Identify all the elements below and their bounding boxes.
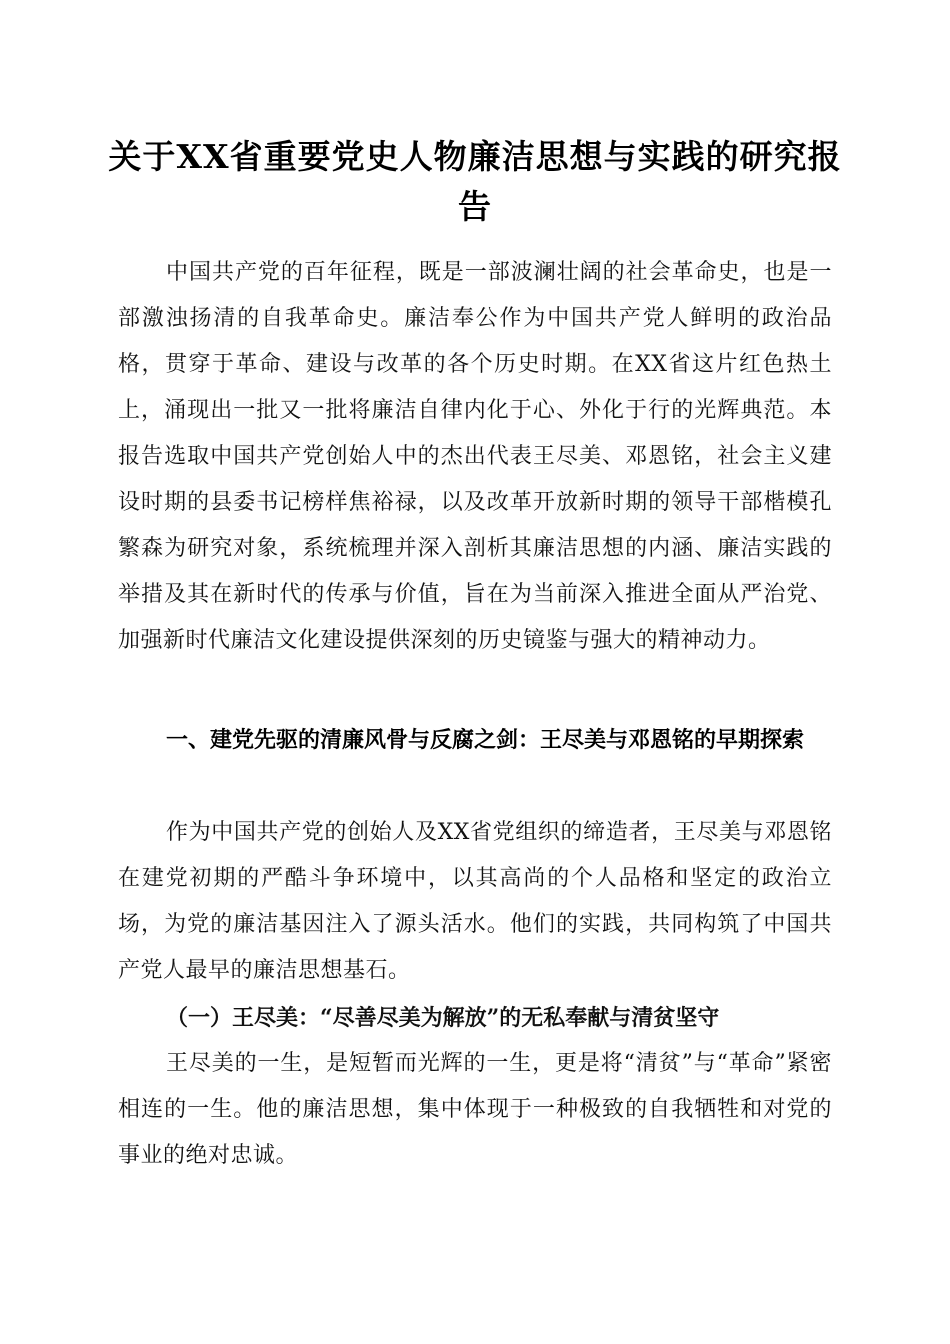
subsection-1-heading: （一）王尽美：“尽善尽美为解放”的无私奉献与清贫坚守 <box>166 1005 720 1031</box>
section-1-heading: 一、建党先驱的清廉风骨与反腐之剑：王尽美与邓恩铭的早期探索 <box>166 728 805 753</box>
document-title: 关于XX省重要党史人物廉洁思想与实践的研究报告 <box>108 137 842 226</box>
intro-paragraph: 中国共产党的百年征程，既是一部波澜壮阔的社会革命史，也是一部激浊扬清的自我革命史。廉洁奉公作为中国共产党人鲜明的政治品格，贯穿于革命、建设与改革的各个历史时期。在XX省这片红色热土上，涌现出一批又一批将廉洁自律内化于心、外化于行的光辉典范。本报告选取中国共产党创始人中的杰出代表王尽美、邓恩铭，社会主义建设时期的县委书记榜样焦裕禄，以及改革开放新时期的领导干部楷模孔繁森为研究对象，系统梳理并深入剖析其廉洁思想的内涵、廉洁实践的举措及其在新时代的传承与价值，旨在为当前深入推进全面从严治党、加强新时代廉洁文化建设提供深刻的历史镜鉴与强大的精神动力。 <box>118 260 832 653</box>
section-1-paragraph: 作为中国共产党的创始人及XX省党组织的缔造者，王尽美与邓恩铭在建党初期的严酷斗争环境中，以其高尚的个人品格和坚定的政治立场，为党的廉洁基因注入了源头活水。他们的实践，共同构筑了中国共产党人最早的廉洁思想基石。 <box>118 820 832 983</box>
subsection-1-paragraph: 王尽美的一生，是短暂而光辉的一生，更是将“清贫”与“革命”紧密相连的一生。他的廉洁思想，集中体现于一种极致的自我牺牲和对党的事业的绝对忠诚。 <box>118 1051 832 1168</box>
